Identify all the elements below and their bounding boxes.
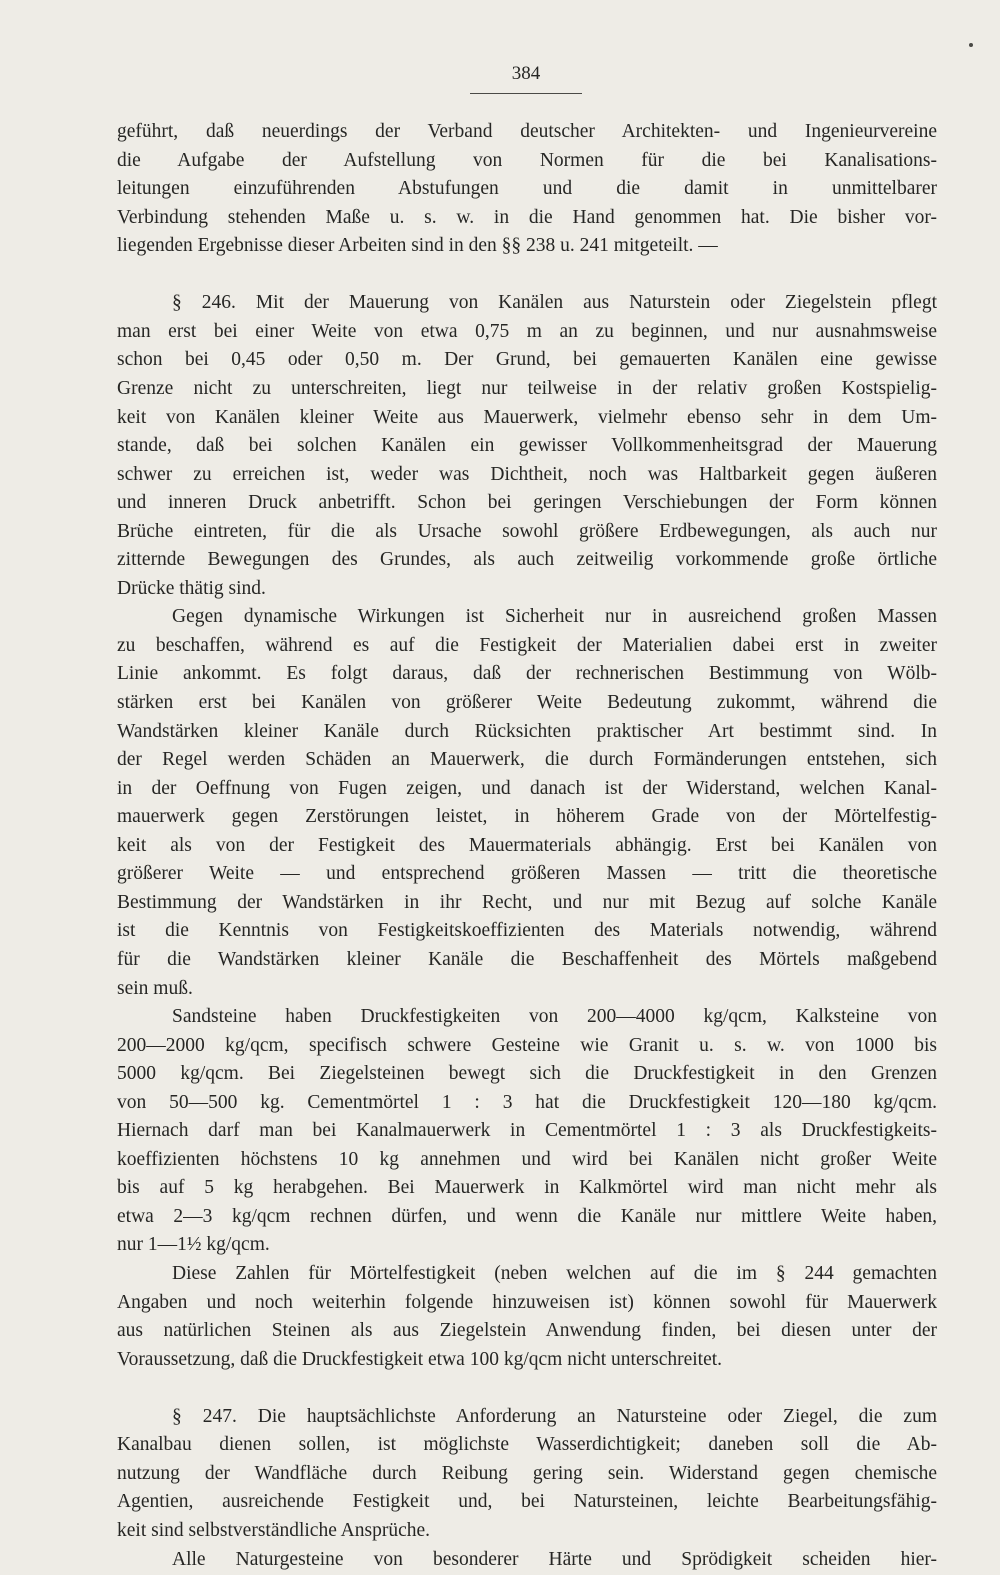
text-line: für die Wandstärken kleiner Kanäle die Beschaffenheit des Mörtels maßgebend <box>117 948 937 970</box>
text-line: zu beschaffen, während es auf die Festigkeit der Materialien dabei erst in zweiter <box>117 634 937 656</box>
page-number-rule <box>470 93 582 94</box>
text-line: die Aufgabe der Aufstellung von Normen für die bei Kanalisations- <box>117 149 937 171</box>
text-line: von 50—500 kg. Cementmörtel 1 : 3 hat die Druckfestigkeit 120—180 kg/qcm. <box>117 1091 937 1113</box>
text-line: Voraussetzung, daß die Druckfestigkeit etwa 100 kg/qcm nicht unterschreitet. <box>117 1348 723 1370</box>
text-line: keit als von der Festigkeit des Mauermaterials abhängig. Erst bei Kanälen von <box>117 834 937 856</box>
text-line: Diese Zahlen für Mörtelfestigkeit (neben welchen auf die im § 244 gemachten <box>172 1263 937 1284</box>
text-line: 5000 kg/qcm. Bei Ziegelsteinen bewegt sich die Druckfestigkeit in den Grenzen <box>117 1063 937 1085</box>
text-line: koeffizienten höchstens 10 kg annehmen und wird bei Kanälen nicht großer Weite <box>117 1148 937 1170</box>
text-line: der Regel werden Schäden an Mauerwerk, die durch Formänderungen entstehen, sich <box>117 749 937 771</box>
text-line: sein muß. <box>117 977 193 999</box>
text-line: schwer zu erreichen ist, weder was Dichtheit, noch was Haltbarkeit gegen äußeren <box>117 463 937 485</box>
text-line: aus natürlichen Steinen als aus Ziegelstein Anwendung finden, bei diesen unter der <box>117 1320 937 1342</box>
text-line: etwa 2—3 kg/qcm rechnen dürfen, und wenn die Kanäle nur mittlere Weite haben, <box>117 1205 937 1227</box>
text-line: Grenze nicht zu unterschreiten, liegt nur teilweise in der relativ großen Kostspielig- <box>117 377 937 399</box>
text-line: größerer Weite — und entsprechend größeren Massen — tritt die theoretische <box>117 863 937 885</box>
text-line: und inneren Druck anbetrifft. Schon bei geringen Verschiebungen der Form können <box>117 492 937 514</box>
text-line: schon bei 0,45 oder 0,50 m. Der Grund, bei gemauerten Kanälen eine gewisse <box>117 349 937 371</box>
text-line <box>117 260 937 290</box>
text-line: Linie ankommt. Es folgt daraus, daß der rechnerischen Bestimmung von Wölb- <box>117 663 937 685</box>
text-line: ist die Kenntnis von Festigkeitskoeffizienten des Materials notwendig, während <box>117 920 937 942</box>
text-line: stande, daß bei solchen Kanälen ein gewisser Vollkommenheitsgrad der Mauerung <box>117 435 937 457</box>
text-line: bis auf 5 kg herabgehen. Bei Mauerwerk in Kalkmörtel wird man nicht mehr als <box>117 1177 937 1199</box>
text-line: Alle Naturgesteine von besonderer Härte und Sprödigkeit scheiden hier- <box>172 1548 937 1570</box>
text-line: zitternde Bewegungen des Grundes, als auch zeitweilig vorkommende große örtliche <box>117 549 937 571</box>
text-line: 200—2000 kg/qcm, specifisch schwere Gesteine wie Granit u. s. w. von 1000 bis <box>117 1034 937 1056</box>
paper-speck <box>969 43 973 47</box>
text-line: mauerwerk gegen Zerstörungen leistet, in höherem Grade von der Mörtelfestig- <box>117 806 937 828</box>
text-line: man erst bei einer Weite von etwa 0,75 m an zu beginnen, und nur ausnahmsweise <box>117 320 937 342</box>
text-line: Brüche eintreten, für die als Ursache sowohl größere Erdbewegungen, als auch nur <box>117 520 937 542</box>
text-line: Sandsteine haben Druckfestigkeiten von 200—4000 kg/qcm, Kalksteine von <box>172 1006 937 1028</box>
text-line: in der Oeffnung von Fugen zeigen, und danach ist der Widerstand, welchen Kanal- <box>117 777 937 799</box>
text-line: nur 1—1½ kg/qcm. <box>117 1234 270 1256</box>
text-line <box>117 1373 937 1403</box>
text-line: Angaben und noch weiterhin folgende hinzuweisen ist) können sowohl für Mauerwerk <box>117 1291 937 1313</box>
text-line: § 247. Die hauptsächlichste Anforderung an Natursteine oder Ziegel, die zum <box>172 1405 937 1427</box>
text-line: keit von Kanälen kleiner Weite aus Mauerwerk, vielmehr ebenso sehr in dem Um- <box>117 406 937 428</box>
text-line: keit sind selbstverständliche Ansprüche. <box>117 1519 431 1541</box>
text-line: Kanalbau dienen sollen, ist möglichste Wasserdichtigkeit; daneben soll die Ab- <box>117 1434 937 1456</box>
text-line: Drücke thätig sind. <box>117 577 266 599</box>
text-line: Bestimmung der Wandstärken in ihr Recht, und nur mit Bezug auf solche Kanäle <box>117 891 937 913</box>
text-line: Hiernach darf man bei Kanalmauerwerk in Cementmörtel 1 : 3 als Druckfestigkeits- <box>117 1120 937 1142</box>
text-line: nutzung der Wandfläche durch Reibung gering sein. Widerstand gegen chemische <box>117 1462 937 1484</box>
text-line: stärken erst bei Kanälen von größerer Weite Bedeutung zukommt, während die <box>117 692 937 713</box>
text-line: liegenden Ergebnisse dieser Arbeiten sind in den §§ 238 u. 241 mitgeteilt. — <box>117 235 718 257</box>
text-line: Gegen dynamische Wirkungen ist Sicherheit nur in ausreichend großen Massen <box>172 606 937 628</box>
page-number: 384 <box>511 63 541 84</box>
text-line: leitungen einzuführenden Abstufungen und die damit in unmittelbarer <box>117 178 937 200</box>
text-line: Verbindung stehenden Maße u. s. w. in die Hand genommen hat. Die bisher vor- <box>117 206 937 228</box>
text-line: Wandstärken kleiner Kanäle durch Rücksichten praktischer Art bestimmt sind. In <box>117 720 937 742</box>
text-line: § 246. Mit der Mauerung von Kanälen aus Naturstein oder Ziegelstein pflegt <box>172 292 937 314</box>
text-line: geführt, daß neuerdings der Verband deutscher Architekten- und Ingenieurvereine <box>117 121 937 142</box>
text-line: Agentien, ausreichende Festigkeit und, bei Natursteinen, leichte Bearbeitungsfähig- <box>117 1491 937 1513</box>
